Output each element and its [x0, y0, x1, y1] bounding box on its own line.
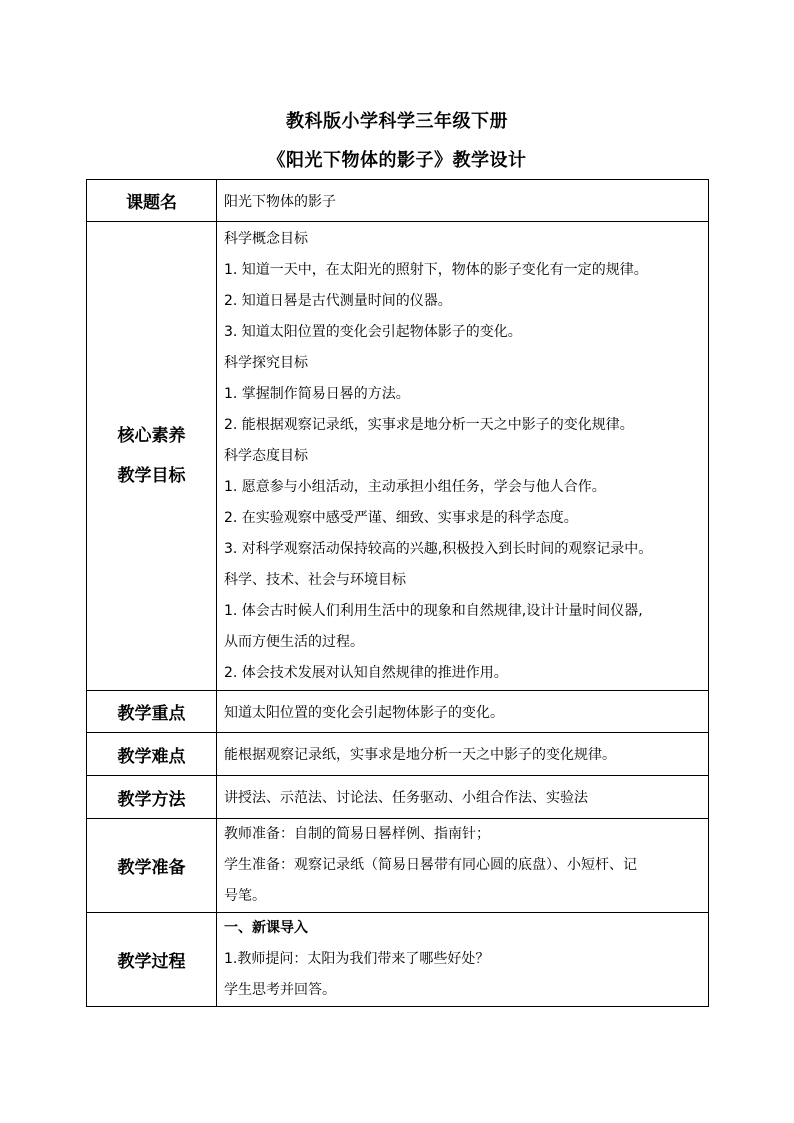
goal-line: 2. 在实验观察中感受严谨、细致、实事求是的科学态度。 [224, 509, 578, 526]
goal-line: 科学概念目标 [224, 230, 308, 247]
goal-line: 3. 对科学观察活动保持较高的兴趣,积极投入到长时间的观察记录中。 [224, 540, 653, 557]
document-title: 教科版小学科学三年级下册 [286, 111, 508, 132]
value-topic: 阳光下物体的影子 [217, 180, 709, 222]
prep-teacher: 教师准备：自制的简易日晷样例、指南针； [224, 826, 490, 842]
goal-line: 2. 能根据观察记录纸，实事求是地分析一天之中影子的变化规律。 [224, 416, 634, 433]
lesson-plan-table [86, 179, 709, 1007]
label-key-point: 教学重点 [87, 691, 217, 733]
process-question: 1.教师提问：太阳为我们带来了哪些好处？ [224, 951, 490, 967]
prep-student-line2: 号笔。 [224, 888, 266, 904]
value-difficulty: 能根据观察记录纸，实事求是地分析一天之中影子的变化规律。 [217, 733, 709, 776]
label-difficulty: 教学难点 [87, 733, 217, 776]
label-goals [87, 222, 217, 691]
goal-line: 从而方便生活的过程。 [224, 633, 364, 650]
row-process [87, 913, 709, 1007]
row-topic [87, 180, 709, 222]
process-section-heading: 一、新课导入 [224, 920, 308, 936]
value-preparation [217, 819, 709, 913]
value-goals [217, 222, 709, 691]
goal-line: 1. 愿意参与小组活动，主动承担小组任务，学会与他人合作。 [224, 478, 606, 495]
goal-line: 2. 体会技术发展对认知自然规律的推进作用。 [224, 664, 508, 681]
goal-line: 科学探究目标 [224, 354, 308, 371]
goal-line: 1. 掌握制作简易日晷的方法。 [224, 385, 410, 402]
row-goals [87, 222, 709, 691]
row-methods [87, 776, 709, 819]
label-goals-line2: 教学目标 [117, 466, 186, 486]
row-key-point [87, 691, 709, 733]
prep-student-line1: 学生准备：观察记录纸（简易日晷带有同心圆的底盘）、小短杆、记 [224, 857, 637, 873]
goal-line: 3. 知道太阳位置的变化会引起物体影子的变化。 [224, 323, 522, 340]
goal-line: 1. 知道一天中，在太阳光的照射下，物体的影子变化有一定的规律。 [224, 261, 648, 278]
row-difficulty [87, 733, 709, 776]
label-topic: 课题名 [87, 180, 217, 222]
label-methods: 教学方法 [87, 776, 217, 819]
label-goals-line1: 核心素养 [117, 426, 186, 446]
goal-line: 科学、技术、社会与环境目标 [224, 571, 406, 588]
label-process: 教学过程 [87, 913, 217, 1007]
value-process [217, 913, 709, 1007]
value-key-point: 知道太阳位置的变化会引起物体影子的变化。 [217, 691, 709, 733]
label-preparation: 教学准备 [87, 819, 217, 913]
value-methods: 讲授法、示范法、讨论法、任务驱动、小组合作法、实验法 [217, 776, 709, 819]
process-answer: 学生思考并回答。 [224, 982, 336, 998]
goal-line: 2. 知道日晷是古代测量时间的仪器。 [224, 292, 452, 309]
goal-line: 科学态度目标 [224, 447, 308, 464]
goal-line: 1. 体会古时候人们利用生活中的现象和自然规律,设计计量时间仪器, [224, 602, 643, 619]
document-subtitle: 《阳光下物体的影子》教学设计 [267, 150, 527, 171]
row-preparation [87, 819, 709, 913]
